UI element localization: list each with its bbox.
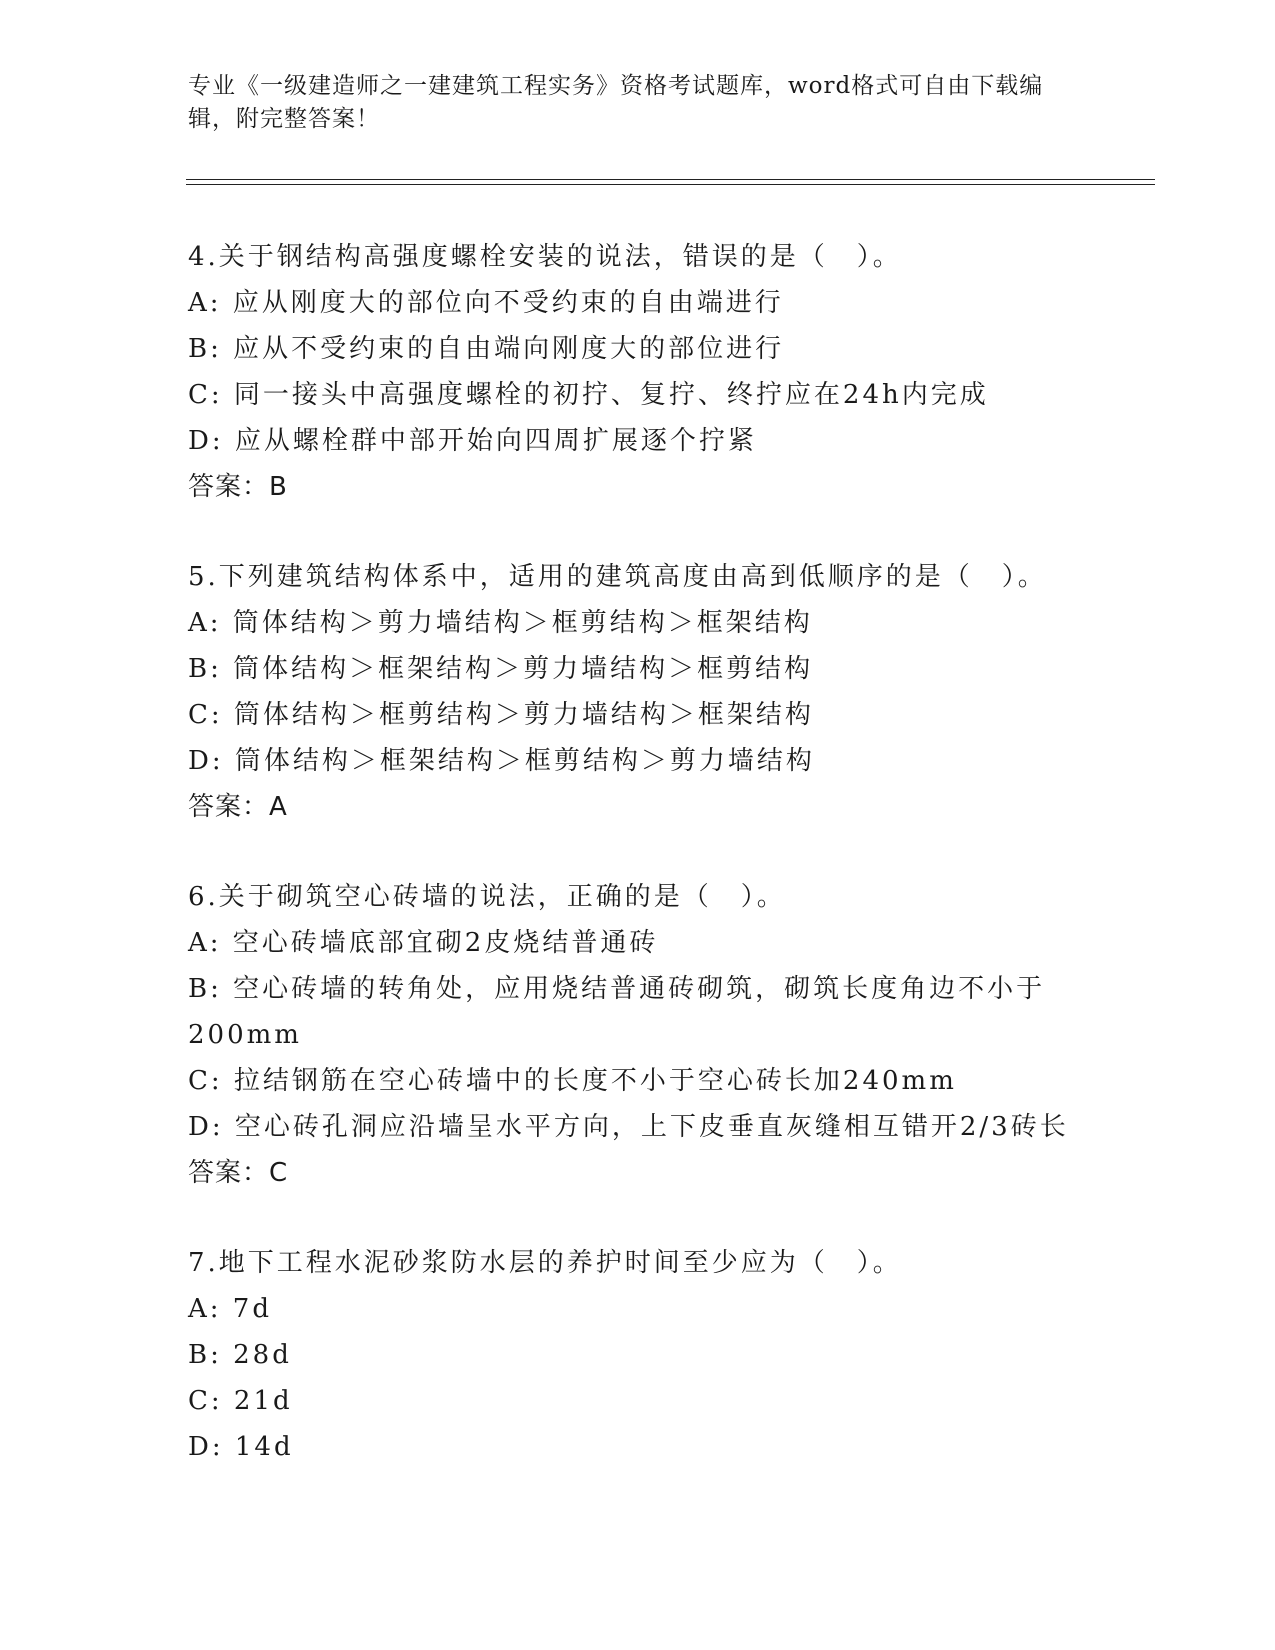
option-c: C: 拉结钢筋在空心砖墙中的长度不小于空心砖长加240mm: [188, 1066, 957, 1096]
option-d: D: 14d: [188, 1432, 294, 1462]
question-stem: 5.下列建筑结构体系中，适用的建筑高度由高到低顺序的是（ ）。: [188, 562, 1047, 592]
question-6: [188, 874, 1148, 1196]
question-stem: 6.关于砌筑空心砖墙的说法，正确的是（ ）。: [188, 882, 786, 912]
option-b: B: 应从不受约束的自由端向刚度大的部位进行: [188, 334, 785, 364]
option-b: B: 筒体结构＞框架结构＞剪力墙结构＞框剪结构: [188, 654, 814, 684]
header-divider-bottom: [186, 184, 1155, 185]
question-stem: 4.关于钢结构高强度螺栓安装的说法，错误的是（ ）。: [188, 242, 902, 272]
option-d: D: 应从螺栓群中部开始向四周扩展逐个拧紧: [188, 426, 757, 456]
option-a: A: 空心砖墙底部宜砌2皮烧结普通砖: [188, 928, 659, 958]
question-7: [188, 1240, 1148, 1470]
option-a: A: 7d: [188, 1294, 272, 1324]
question-stem: 7.地下工程水泥砂浆防水层的养护时间至少应为（ ）。: [188, 1248, 902, 1278]
answer: 答案：A: [188, 792, 288, 822]
header-divider-top: [186, 179, 1155, 180]
question-5: [188, 554, 1148, 830]
option-d: D: 筒体结构＞框架结构＞框剪结构＞剪力墙结构: [188, 746, 815, 776]
option-c: C: 21d: [188, 1386, 293, 1416]
option-c: C: 同一接头中高强度螺栓的初拧、复拧、终拧应在24h内完成: [188, 380, 989, 410]
document-intro: 专业《一级建造师之一建建筑工程实务》资格考试题库，word格式可自由下载编辑，附完整答案！: [188, 73, 1044, 132]
option-a: A: 筒体结构＞剪力墙结构＞框剪结构＞框架结构: [188, 608, 813, 638]
option-d: D: 空心砖孔洞应沿墙呈水平方向，上下皮垂直灰缝相互错开2/3砖长: [188, 1112, 1069, 1142]
question-4: [188, 234, 1148, 510]
option-b: B: 空心砖墙的转角处，应用烧结普通砖砌筑，砌筑长度角边不小于200mm: [188, 974, 1046, 1050]
option-a: A: 应从刚度大的部位向不受约束的自由端进行: [188, 288, 784, 318]
answer: 答案：C: [188, 1158, 289, 1188]
answer: 答案：B: [188, 472, 288, 502]
option-b: B: 28d: [188, 1340, 292, 1370]
option-c: C: 筒体结构＞框剪结构＞剪力墙结构＞框架结构: [188, 700, 814, 730]
